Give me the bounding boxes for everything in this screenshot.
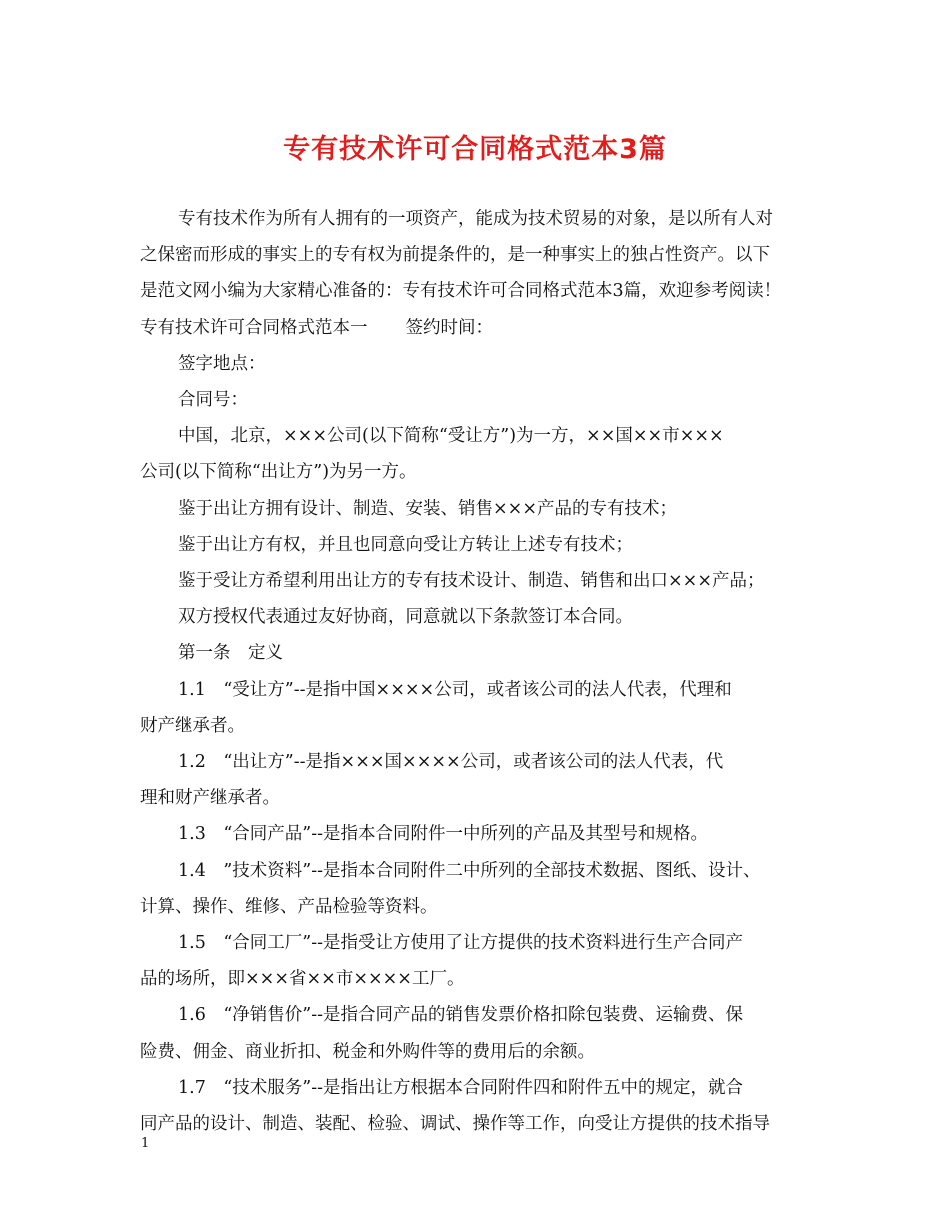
clause-line: 品的场所，即×××省××市××××工厂。	[140, 969, 465, 990]
clause-line: 险费、佣金、商业折扣、税金和外购件等的费用后的余额。	[140, 1041, 595, 1062]
section-heading: 专有技术许可合同格式范本一	[140, 317, 368, 338]
clause-line: 财产继承者。	[140, 715, 245, 736]
section-heading-line	[140, 310, 830, 346]
clause-line: 计算、操作、维修、产品检验等资料。	[140, 896, 438, 917]
document-title: 专有技术许可合同格式范本3篇	[283, 134, 667, 165]
paragraph-line: 签字地点：	[178, 353, 266, 374]
clause-line: 1.3 “合同产品”--是指本合同附件一中所列的产品及其型号和规格。	[178, 824, 709, 845]
clause-line: 1.7 “技术服务”--是指出让方根据本合同附件四和附件五中的规定，就合	[178, 1077, 744, 1098]
clause-line: 理和财产继承者。	[140, 788, 280, 809]
clause-line: 1.2 “出让方”--是指×××国××××公司，或者该公司的法人代表，代	[178, 752, 724, 773]
paragraph-line: 中国，北京，×××公司(以下简称“受让方”)为一方，××国××市×××	[178, 426, 724, 447]
paragraph-line: 鉴于出让方拥有设计、制造、安装、销售×××产品的专有技术；	[178, 498, 677, 519]
paragraph-line: 公司(以下简称“出让方”)为另一方。	[140, 462, 417, 483]
paragraph-line: 专有技术作为所有人拥有的一项资产，能成为技术贸易的对象，是以所有人对	[178, 209, 773, 229]
paragraph-line: 鉴于受让方希望利用出让方的专有技术设计、制造、销售和出口×××产品；	[178, 571, 765, 592]
document-body	[140, 201, 830, 1142]
sign-time-label: 签约时间：	[405, 317, 493, 338]
paragraph-line: 之保密而形成的事实上的专有权为前提条件的，是一种事实上的独占性资产。以下	[140, 245, 770, 266]
page-number: 1	[141, 1136, 150, 1151]
clause-line: 同产品的设计、制造、装配、检验、调试、操作等工作，向受让方提供的技术指导	[140, 1114, 770, 1135]
clause-line: 1.5 “合同工厂”--是指受让方使用了让方提供的技术资料进行生产合同产	[178, 933, 744, 954]
paragraph-line: 合同号：	[178, 390, 248, 411]
article-heading: 第一条 定义	[178, 643, 283, 664]
clause-line: 1.4 ”技术资料”--是指本合同附件二中所列的全部技术数据、图纸、设计、	[178, 860, 761, 881]
clause-line: 1.6 “净销售价”--是指合同产品的销售发票价格扣除包装费、运输费、保	[178, 1005, 744, 1026]
paragraph-line: 双方授权代表通过友好协商，同意就以下条款签订本合同。	[178, 607, 633, 628]
paragraph-line: 是范文网小编为大家精心准备的：专有技术许可合同格式范本3篇，欢迎参考阅读！	[140, 281, 782, 302]
paragraph-line: 鉴于出让方有权，并且也同意向受让方转让上述专有技术；	[178, 534, 633, 555]
clause-line: 1.1 “受让方”--是指中国××××公司，或者该公司的法人代表，代理和	[178, 679, 732, 700]
